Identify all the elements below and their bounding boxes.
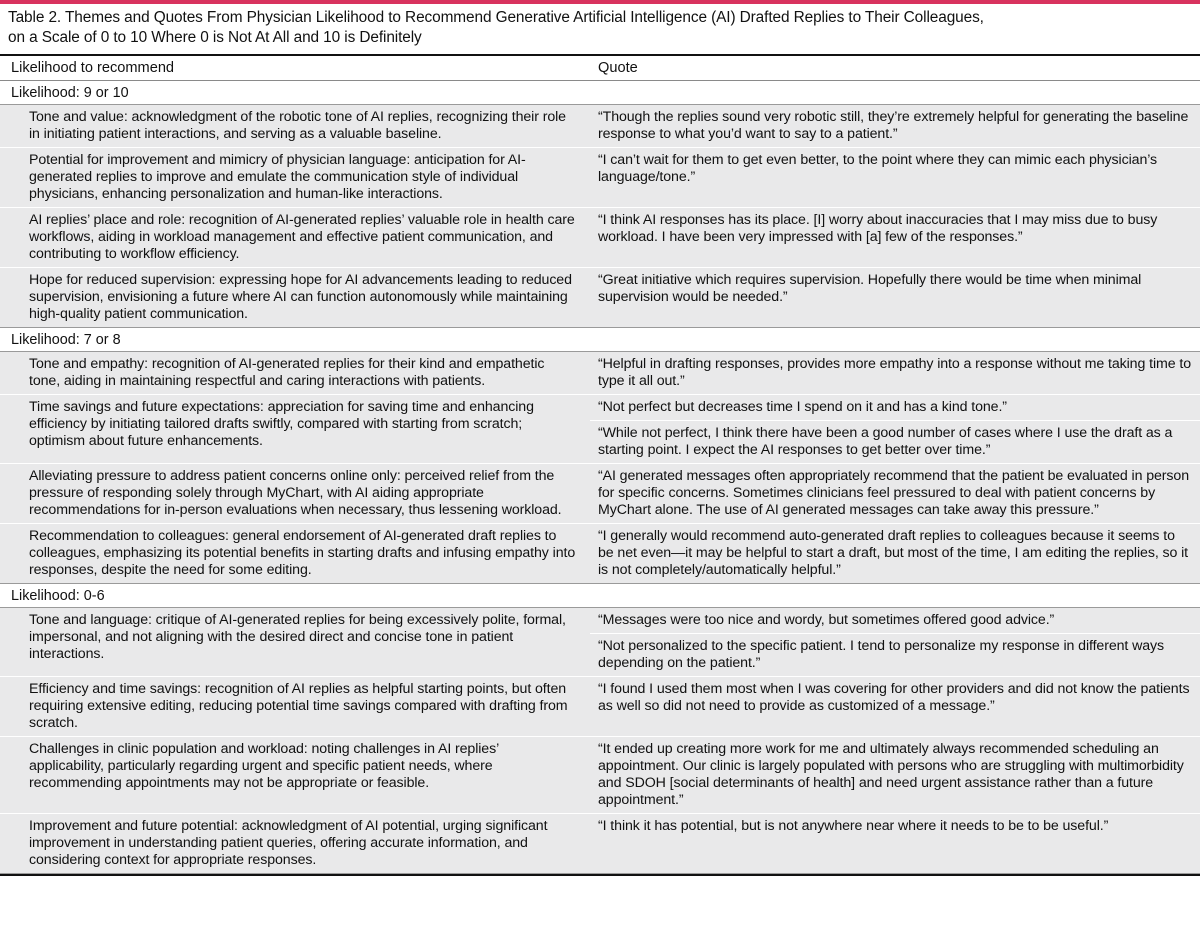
- theme-cell: Alleviating pressure to address patient concerns online only: perceived relief from the pressure of responding solely through MyChart, with AI aiding appropriate recommendations for in-person evaluations when necessary, thus lessening workload.: [29, 468, 562, 518]
- caption-line-1: Table 2. Themes and Quotes From Physician Likelihood to Recommend Generative Artificial Intelligence (AI) Drafted Replies to Their Colleagues,: [8, 9, 984, 26]
- table-row: [0, 207, 1200, 267]
- table-header: [0, 56, 1200, 81]
- table-row: [0, 608, 1200, 676]
- quote-text: “I think it has potential, but is not anywhere near where it needs to be to be useful.”: [598, 818, 1109, 834]
- table-row: [0, 676, 1200, 736]
- group-header: Likelihood: 0-6: [0, 584, 1200, 608]
- quote-text: “Messages were too nice and wordy, but sometimes offered good advice.”: [598, 612, 1055, 628]
- group-body: [0, 608, 1200, 874]
- column-header-likelihood: Likelihood to recommend: [11, 60, 175, 76]
- theme-cell: Improvement and future potential: acknowledgment of AI potential, urging significant improvement in understanding patient queries, offering accurate information, and considering context for appropriate responses.: [29, 818, 548, 868]
- quote-text: “I generally would recommend auto-generated draft replies to colleagues because it seems to be net even—it may be helpful to start a draft, but most of the time, I am editing the replies, so it is not completely/automatically helpful.”: [598, 528, 1189, 578]
- quote-cell: [590, 524, 1200, 583]
- quote-cell: [590, 268, 1200, 327]
- table-row: [0, 813, 1200, 873]
- quote-cell: [590, 352, 1200, 394]
- table-row: [0, 463, 1200, 523]
- table-row: [0, 105, 1200, 147]
- theme-cell: Time savings and future expectations: appreciation for saving time and enhancing efficiency by initiating tailored drafts swiftly, compared with starting from scratch; optimism about future enhancements.: [29, 399, 534, 449]
- table-row: [0, 736, 1200, 813]
- quote-cell: [590, 677, 1200, 736]
- quote-text: “While not perfect, I think there have been a good number of cases where I use the draft as a starting point. I expect the AI responses to get better over time.”: [590, 420, 1200, 463]
- table-row: [0, 523, 1200, 583]
- quote-cell: [590, 105, 1200, 147]
- quote-text: “I can’t wait for them to get even better, to the point where they can mimic each physician’s language/tone.”: [598, 152, 1158, 185]
- quote-cell: [590, 737, 1200, 813]
- table-row: [0, 267, 1200, 327]
- theme-cell: Potential for improvement and mimicry of physician language: anticipation for AI-generated replies to improve and emulate the communication style of individual physicians, enhancing personalization and human-like interactions.: [29, 152, 526, 202]
- table-caption: [0, 4, 1200, 54]
- quote-text: “Great initiative which requires supervision. Hopefully there would be time when minimal supervision would be needed.”: [598, 272, 1142, 305]
- group-body: [0, 105, 1200, 328]
- quote-text: “I think AI responses has its place. [I] worry about inaccuracies that I may miss due to busy workload. I have been very impressed with [a] few of the responses.”: [598, 212, 1158, 245]
- table-row: [0, 352, 1200, 394]
- theme-cell: Challenges in clinic population and workload: noting challenges in AI replies’ applicability, particularly regarding urgent and specific patient needs, where recommending appointments may not be appropriate or feasible.: [29, 741, 499, 791]
- table-row: [0, 147, 1200, 207]
- quote-text: “It ended up creating more work for me and ultimately always recommended scheduling an appointment. Our clinic is largely populated with persons who are struggling with multimorbidity and SDOH [social determinants of health] and need urgent assistance rather than a future appointment.”: [598, 741, 1184, 808]
- theme-cell: AI replies’ place and role: recognition of AI-generated replies’ valuable role in health care workflows, aiding in workload management and effective patient communication, and contributing to workflow efficiency.: [29, 212, 575, 262]
- quote-text: “AI generated messages often appropriately recommend that the patient be evaluated in person for specific concerns. Sometimes clinicians feel pressured to deal with patient concerns by MyChart alone. The use of AI generated messages can take away this pressure.”: [598, 468, 1189, 518]
- theme-cell: Tone and language: critique of AI-generated replies for being excessively polite, formal, impersonal, and not aligning with the desired direct and concise tone in patient interactions.: [29, 612, 566, 662]
- table-row: [0, 394, 1200, 463]
- quote-cell: [590, 148, 1200, 207]
- quote-cell: [590, 814, 1200, 873]
- group-body: [0, 352, 1200, 584]
- quote-text: “Helpful in drafting responses, provides more empathy into a response without me taking time to type it all out.”: [598, 356, 1191, 389]
- quote-cell: [590, 208, 1200, 267]
- quote-cell: [590, 608, 1200, 676]
- quote-cell: [590, 395, 1200, 463]
- table-body: [0, 81, 1200, 874]
- quote-cell: [590, 464, 1200, 523]
- group-header: Likelihood: 7 or 8: [0, 328, 1200, 352]
- quote-text: “Not personalized to the specific patient. I tend to personalize my response in different ways depending on the patient.”: [590, 633, 1200, 676]
- theme-cell: Hope for reduced supervision: expressing hope for AI advancements leading to reduced supervision, envisioning a future where AI can function autonomously while maintaining high-quality patient communication.: [29, 272, 572, 322]
- theme-cell: Efficiency and time savings: recognition of AI replies as helpful starting points, but often requiring extensive editing, reducing potential time savings compared with drafting from scratch.: [29, 681, 568, 731]
- group-header: Likelihood: 9 or 10: [0, 81, 1200, 105]
- quote-text: “I found I used them most when I was covering for other providers and did not know the patients as well so did not need to provide as customized of a message.”: [598, 681, 1190, 714]
- theme-cell: Tone and empathy: recognition of AI-generated replies for their kind and empathetic tone, aiding in maintaining respectful and caring interactions with patients.: [29, 356, 545, 389]
- theme-cell: Recommendation to colleagues: general endorsement of AI-generated draft replies to colleagues, emphasizing its potential benefits in starting drafts and infusing empathy into responses, despite the need for some editing.: [29, 528, 576, 578]
- table-bottom-rule: [0, 874, 1200, 876]
- quote-text: “Not perfect but decreases time I spend on it and has a kind tone.”: [598, 399, 1007, 415]
- column-header-quote: Quote: [598, 60, 638, 76]
- quote-text: “Though the replies sound very robotic still, they’re extremely helpful for generating the baseline response to what you’d want to say to a patient.”: [598, 109, 1189, 142]
- theme-cell: Tone and value: acknowledgment of the robotic tone of AI replies, recognizing their role in initiating patient interactions, and serving as a valuable baseline.: [29, 109, 566, 142]
- caption-line-2: on a Scale of 0 to 10 Where 0 is Not At All and 10 is Definitely: [8, 29, 422, 46]
